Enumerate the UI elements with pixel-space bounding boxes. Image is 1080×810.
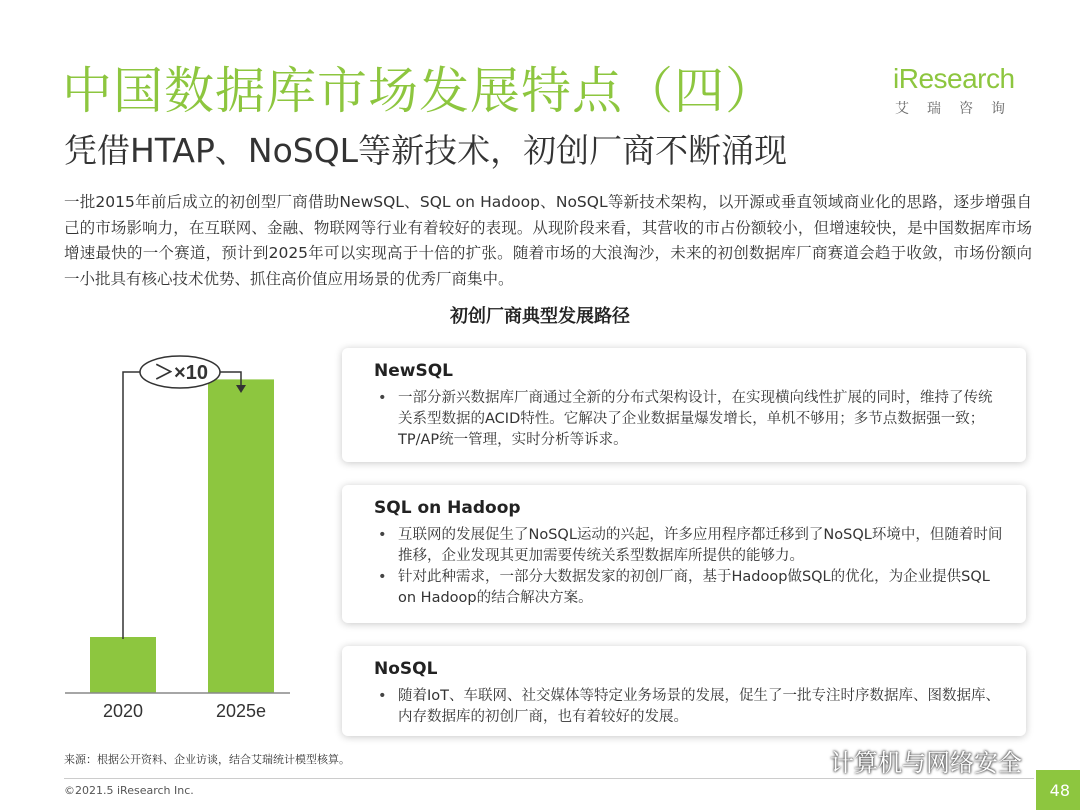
list-item: • 互联网的发展促生了NoSQL运动的兴起，许多应用程序都迁移到了NoSQL环境中，但随着时间推移，企业发现其更加需要传统关系型数据库所提供的能够力。 xyxy=(378,525,1004,567)
page-number: 48 xyxy=(1049,781,1070,800)
intro-paragraph: 一批2015年前后成立的初创型厂商借助NewSQL、SQL on Hadoop、NoSQL等新技术架构，以开源或垂直领域商业化的思路，逐步增强自己的市场影响力，在互联网、金融、物联网等行业有着较好的表现。从现阶段来看，其营收的市占份额较小，但增速较快，是中国数据库市场增速最快的一个赛道，预计到2025年可以实现高于十倍的扩张。随着市场的大浪淘沙，未来的初创数据库厂商赛道会趋于收敛，市场份额向一小批具有核心技术优势、抓住高价值应用场景的优秀厂商集中。 xyxy=(64,193,1032,288)
growth-bracket-left xyxy=(123,372,142,639)
bar-2025e xyxy=(208,379,274,693)
growth-bar-chart xyxy=(60,345,300,735)
source-note: 来源：根据公开资料、企业访谈，结合艾瑞统计模型核算。 xyxy=(64,753,350,766)
card-list-nosql xyxy=(378,686,1004,728)
list-item: • 一部分新兴数据库厂商通过全新的分布式架构设计，在实现横向线性扩展的同时，维持了传统关系型数据的ACID特性。它解决了企业数据量爆发增长，单机不够用；多节点数据强一致；TP/AP统一管理，实时分析等诉求。 xyxy=(378,388,1004,451)
wechat-watermark xyxy=(786,746,1022,780)
copyright-text: ©2021.5 iResearch Inc. xyxy=(64,784,194,797)
iresearch-logo xyxy=(893,62,1023,124)
page-subtitle: 凭借HTAP、NoSQL等新技术，初创厂商不断涌现 xyxy=(64,131,788,170)
wechat-icon xyxy=(786,749,826,779)
growth-annotation-label: ＞×10 xyxy=(154,362,208,384)
x-tick-label-2025e: 2025e xyxy=(215,701,267,721)
bar-2020 xyxy=(90,637,156,693)
watermark-text: 计算机与网络安全 xyxy=(830,749,1022,777)
card-nosql xyxy=(342,646,1026,736)
card-title-newsql: NewSQL xyxy=(374,361,453,381)
page-title: 中国数据库市场发展特点（四） xyxy=(62,62,776,120)
chart-title: 初创厂商典型发展路径 xyxy=(450,306,630,327)
list-item: • 随着IoT、车联网、社交媒体等特定业务场景的发展，促生了一批专注时序数据库、图数据库、内存数据库的初创厂商，也有着较好的发展。 xyxy=(378,686,1004,728)
logo-chinese-name: 艾瑞咨询 xyxy=(895,101,1023,117)
card-title-sql-on-hadoop: SQL on Hadoop xyxy=(374,498,521,518)
card-list-newsql xyxy=(378,388,1004,451)
card-list-sql-on-hadoop xyxy=(378,525,1004,609)
x-tick-label-2020: 2020 xyxy=(102,701,144,721)
logo-wordmark: iResearch xyxy=(893,63,1015,94)
card-newsql xyxy=(342,348,1026,462)
card-sql-on-hadoop xyxy=(342,485,1026,623)
card-title-nosql: NoSQL xyxy=(374,659,438,679)
page-number-badge xyxy=(1036,770,1080,810)
list-item: • 针对此种需求，一部分大数据发家的初创厂商，基于Hadoop做SQL的优化，为企业提供SQL on Hadoop的结合解决方案。 xyxy=(378,567,1004,609)
